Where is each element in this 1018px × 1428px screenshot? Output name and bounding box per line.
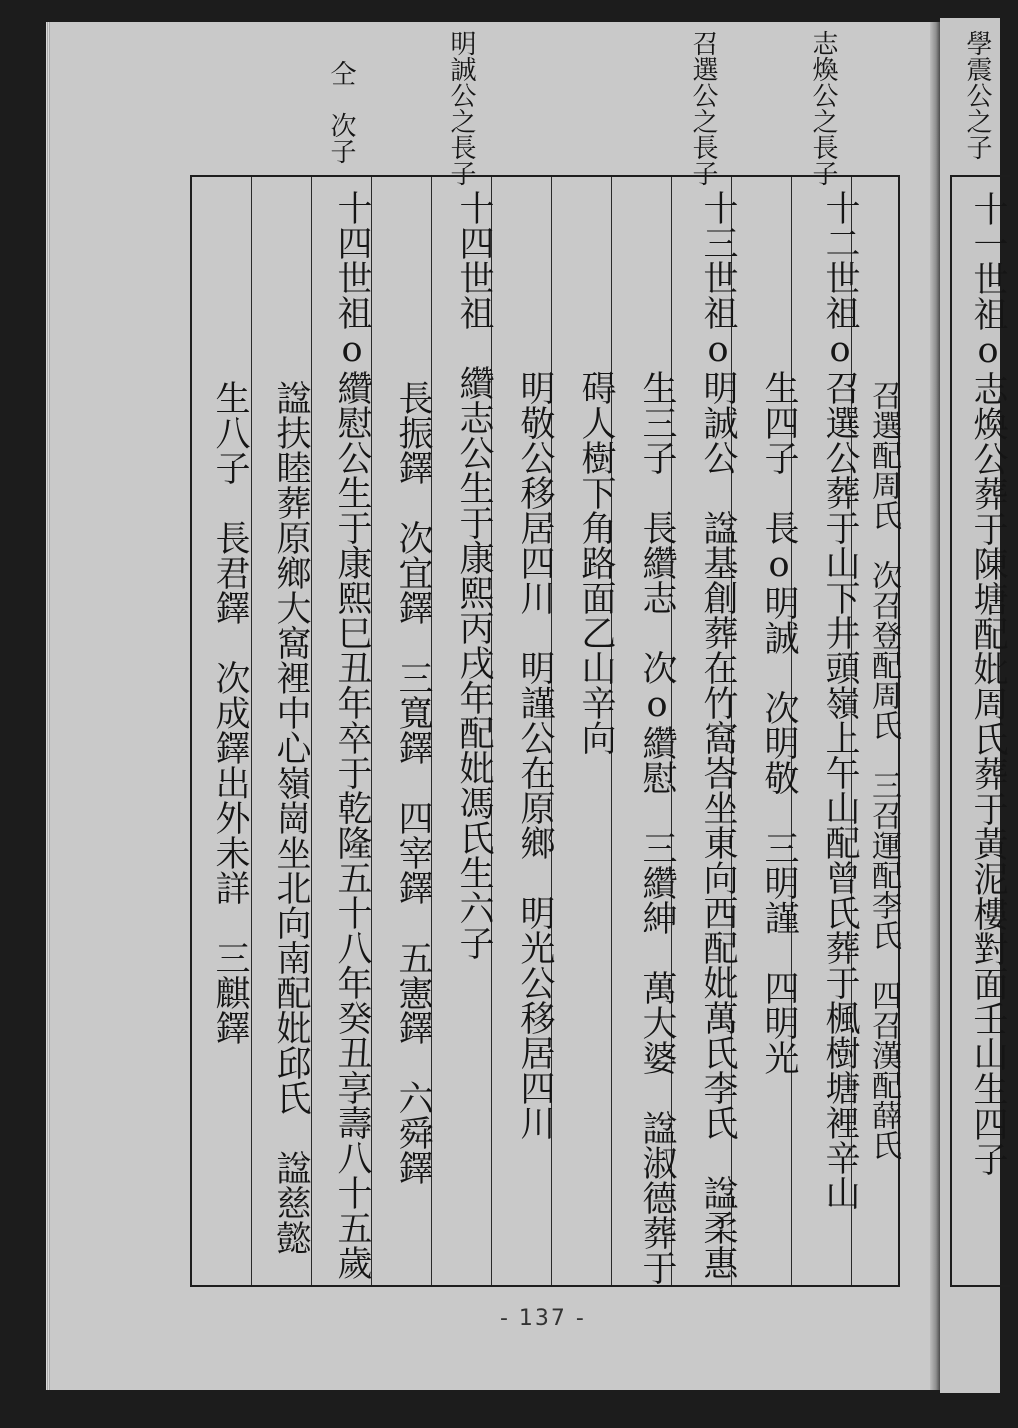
text-col-6: 明敬公移居四川 明謹公在原鄉 明光公移居四川 xyxy=(515,370,555,1140)
adjacent-table xyxy=(950,175,1010,1287)
header-mingcheng: 明誠公之長子 xyxy=(446,30,476,186)
text-col-3: 十三世祖o明誠公 諡基創葬在竹窩峇坐東向西配妣萬氏李氏 諡柔惠 xyxy=(698,190,738,1280)
page-number: - 137 - xyxy=(500,1306,586,1331)
text-col-10: 諡扶睦葬原鄉大窩裡中心嶺崗坐北向南配妣邱氏 諡慈懿 xyxy=(271,380,311,1255)
text-col-2: 生四子 長o明誠 次明敬 三明謹 四明光 xyxy=(759,370,799,1075)
header-tong-ci: 仝 次子 xyxy=(326,60,356,164)
header-zhaoxuan: 召選公之長子 xyxy=(688,30,718,186)
adjacent-column-text: 十一世祖o志煥公葬于陳塘配妣周氏葬于黃泥樓對面壬山生四子 xyxy=(968,191,1008,1176)
text-col-7: 十四世祖 纘志公生于康熙丙戌年配妣馮氏生六子 xyxy=(454,190,494,960)
text-col-8: 長振鐸 次宜鐸 三寬鐸 四宰鐸 五憲鐸 六舜鐸 xyxy=(393,380,433,1185)
header-xuezhen: 學震公之子 xyxy=(962,30,992,160)
text-col-1: 十二世祖o召選公葬于山下井頭嶺上午山配曾氏葬于楓樹塘裡辛山 xyxy=(820,190,860,1210)
text-col-5: 碍人樹下角路面乙山辛向 xyxy=(576,370,616,755)
header-zhihuan: 志煥公之長子 xyxy=(808,30,838,186)
text-col-4: 生三子 長纘志 次o纘慰 三纘紳 萬大婆 諡淑德葬于 xyxy=(637,370,677,1285)
text-col-11: 生八子 長君鐸 次成鐸出外未詳 三麒鐸 xyxy=(210,380,250,1045)
text-col-9: 十四世祖o纘慰公生于康熙巳丑年卒于乾隆五十八年癸丑享壽八十五歲 xyxy=(332,190,372,1280)
text-col-first: 召選配周氏 次召登配周氏 三召運配李氏 四召漢配薛氏 xyxy=(866,380,901,1160)
